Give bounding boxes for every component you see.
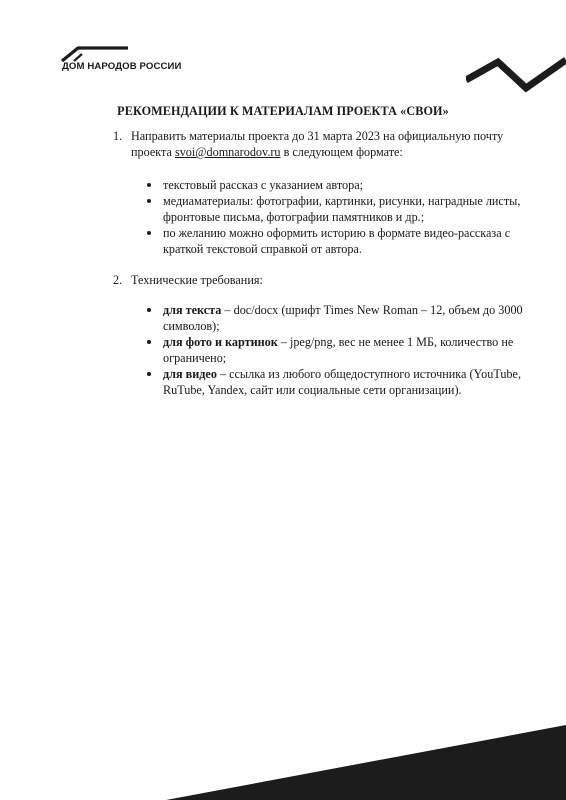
section-2-list: [146, 302, 526, 398]
section-2-number: 2.: [113, 273, 123, 287]
list-item: текстовый рассказ с указанием автора;: [146, 177, 526, 193]
list-item: [146, 366, 526, 398]
list-item-text: – doc/docx (шрифт Times New Roman – 12, объем до 3000 символов);: [163, 303, 523, 333]
section-1-number: 1.: [113, 129, 123, 143]
list-item: [146, 334, 526, 366]
email-link[interactable]: svoi@domnarodov.ru: [174, 145, 281, 159]
list-item: по желанию можно оформить историю в формате видео-рассказа с краткой текстовой справкой от автора.: [146, 225, 526, 257]
section-1-list: [146, 177, 526, 257]
document-title: РЕКОМЕНДАЦИИ К МАТЕРИАЛАМ ПРОЕКТА «СВОИ»: [117, 104, 449, 118]
list-item-text: – jpeg/png, вес не менее 1 МБ, количество не ограничено;: [163, 335, 514, 365]
organization-logo: [60, 46, 190, 76]
section-1-text: [131, 128, 511, 160]
list-item: [146, 302, 526, 334]
logo-text: ДОМ НАРОДОВ РОССИИ: [62, 61, 182, 72]
roof-logo-icon: [60, 46, 130, 62]
header-decoration-icon: [466, 50, 566, 100]
section-1-text-start: Направить материалы проекта до 31 марта 2023 на официальную почту проекта: [131, 129, 504, 159]
list-item-label: для видео: [163, 367, 217, 381]
list-item-label: для текста: [163, 303, 222, 317]
section-2-heading: Технические требования:: [131, 273, 263, 287]
section-1-text-end: в следующем формате:: [280, 145, 403, 159]
list-item-text: – ссылка из любого общедоступного источника (YouTube, RuTube, Yandex, сайт или социальные сети организации).: [163, 367, 521, 397]
footer-decoration-icon: [166, 725, 566, 800]
list-item-label: для фото и картинок: [163, 335, 278, 349]
list-item: медиаматериалы: фотографии, картинки, рисунки, наградные листы, фронтовые письма, фотографии памятников и др.;: [146, 193, 526, 225]
